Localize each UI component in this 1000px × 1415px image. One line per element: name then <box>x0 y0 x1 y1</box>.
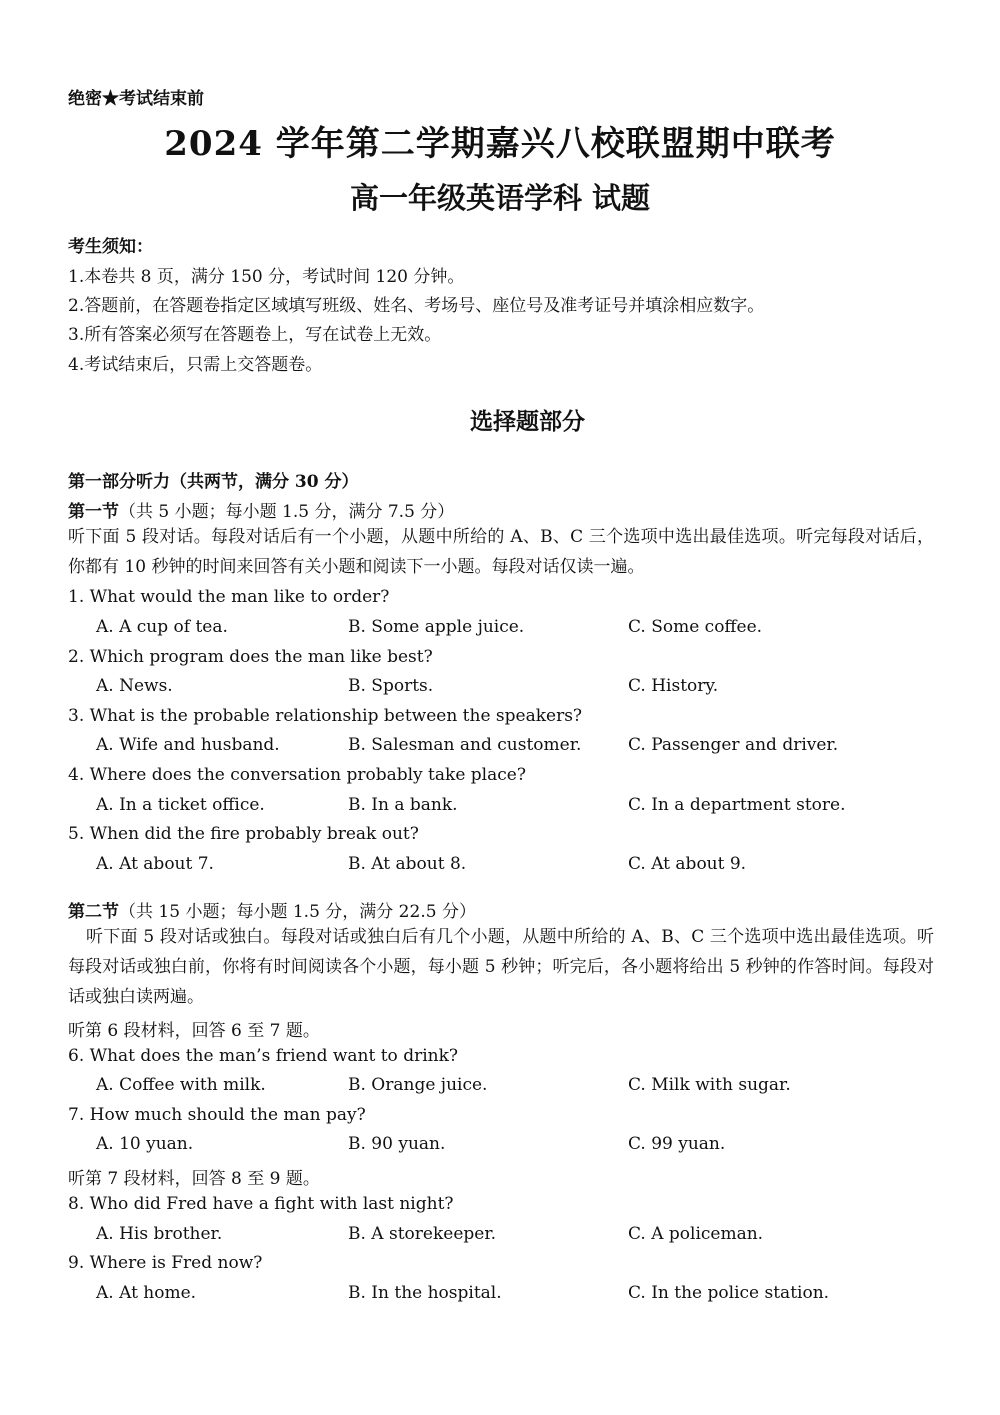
option-b: B. At about 8. <box>348 854 467 874</box>
option-c: C. Passenger and driver. <box>628 735 839 755</box>
material-7-note: 听第 7 段材料，回答 8 至 9 题。 <box>68 1169 320 1189</box>
option-b: B. 90 yuan. <box>348 1134 446 1154</box>
sec1-heading <box>68 497 454 522</box>
notice-item: 3.所有答案必须写在答题卷上，写在试卷上无效。 <box>68 325 442 345</box>
sec1-heading-label: 第一节 <box>68 502 119 522</box>
option-b: B. In the hospital. <box>348 1283 502 1303</box>
question-8: 8. Who did Fred have a fight with last night? <box>68 1194 454 1214</box>
option-c: C. In a department store. <box>628 795 846 815</box>
notice-item: 4.考试结束后，只需上交答题卷。 <box>68 355 323 375</box>
option-a: A. Coffee with milk. <box>96 1075 266 1095</box>
notice-item: 1.本卷共 8 页，满分 150 分，考试时间 120 分钟。 <box>68 267 465 287</box>
option-c: C. At about 9. <box>628 854 747 874</box>
question-6: 6. What does the man’s friend want to drink? <box>68 1046 459 1066</box>
option-a: A. News. <box>96 676 173 696</box>
exam-subtitle: 高一年级英语学科 试题 <box>349 181 651 215</box>
notice-heading: 考生须知： <box>68 237 153 257</box>
option-c: C. History. <box>628 676 719 696</box>
option-a: A. In a ticket office. <box>96 795 265 815</box>
question-7: 7. How much should the man pay? <box>68 1105 366 1125</box>
option-a: A. Wife and husband. <box>96 735 280 755</box>
option-b: B. In a bank. <box>348 795 458 815</box>
question-1: 1. What would the man like to order? <box>68 587 390 607</box>
option-b: B. Some apple juice. <box>348 617 525 637</box>
notice-item: 2.答题前，在答题卷指定区域填写班级、姓名、考场号、座位号及准考证号并填涂相应数字。 <box>68 296 765 316</box>
option-a: A. His brother. <box>96 1224 223 1244</box>
option-c: C. Milk with sugar. <box>628 1075 791 1095</box>
section-title: 选择题部分 <box>470 408 585 435</box>
option-b: B. Orange juice. <box>348 1075 488 1095</box>
option-c: C. 99 yuan. <box>628 1134 726 1154</box>
sec2-heading-detail: （共 15 小题；每小题 1.5 分，满分 22.5 分） <box>119 902 476 922</box>
option-a: A. At about 7. <box>96 854 214 874</box>
exam-title: 2024 学年第二学期嘉兴八校联盟期中联考 <box>164 124 836 164</box>
question-2: 2. Which program does the man like best? <box>68 647 433 667</box>
sec2-heading <box>68 897 476 922</box>
option-c: C. A policeman. <box>628 1224 764 1244</box>
option-b: B. Salesman and customer. <box>348 735 582 755</box>
option-c: C. Some coffee. <box>628 617 763 637</box>
option-a: A. 10 yuan. <box>96 1134 194 1154</box>
option-c: C. In the police station. <box>628 1283 830 1303</box>
sec1-instructions: 听下面 5 段对话。每段对话后有一个小题，从题中所给的 A、B、C 三个选项中选出最佳选项。听完每段对话后，你都有 10 秒钟的时间来回答有关小题和阅读下一小题。每段对话仅读一遍。 <box>68 527 934 577</box>
option-b: B. A storekeeper. <box>348 1224 496 1244</box>
sec2-instructions: 听下面 5 段对话或独白。每段对话或独白后有几个小题，从题中所给的 A、B、C 三个选项中选出最佳选项。听每段对话或独白前，你将有时间阅读各个小题，每小题 5 秒钟；听完后，各小题将给出 5 秒钟的作答时间。每段对话或独白读两遍。 <box>68 927 934 1007</box>
option-a: A. At home. <box>96 1283 197 1303</box>
option-a: A. A cup of tea. <box>96 617 228 637</box>
part1-heading: 第一部分听力（共两节，满分 30 分） <box>68 472 359 492</box>
question-9: 9. Where is Fred now? <box>68 1253 263 1273</box>
sec2-heading-label: 第二节 <box>68 902 119 922</box>
question-5: 5. When did the fire probably break out? <box>68 824 419 844</box>
material-6-note: 听第 6 段材料，回答 6 至 7 题。 <box>68 1021 320 1041</box>
option-b: B. Sports. <box>348 676 434 696</box>
question-4: 4. Where does the conversation probably take place? <box>68 765 526 785</box>
sec1-heading-detail: （共 5 小题；每小题 1.5 分，满分 7.5 分） <box>119 502 455 522</box>
confidential-label: 绝密★考试结束前 <box>68 89 204 109</box>
question-3: 3. What is the probable relationship between the speakers? <box>68 706 583 726</box>
